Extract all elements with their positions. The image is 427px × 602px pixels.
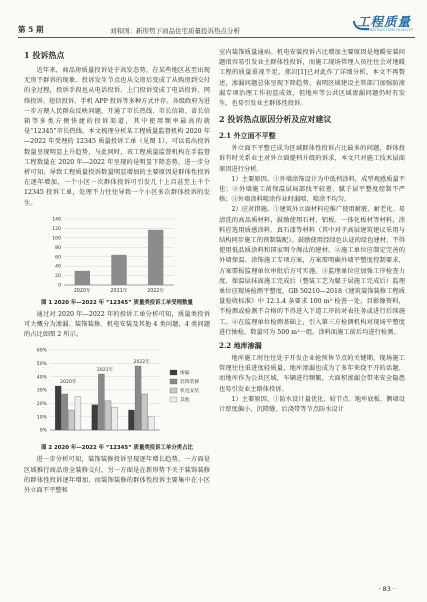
legend-label: 机电安装	[180, 389, 200, 395]
page-number: · 83 ·	[378, 585, 395, 593]
figure-1-caption: 图 1 2020 年—2022 年 “12345” 质量类投诉工单受理数量	[41, 299, 193, 306]
section2-heading: 2 投诉热点原因分析及应对建议	[219, 114, 332, 125]
figure-2-chart	[24, 344, 210, 444]
y-tick-label: 120	[52, 226, 61, 232]
logo-sub-text: CONSTRUCTION QUALITY	[363, 28, 413, 32]
group-label: 2022年	[133, 360, 150, 366]
legend-swatch	[170, 379, 177, 384]
running-title: 刘和国：新形势下商品住宅质量投诉热点分析	[110, 27, 240, 35]
logo-main-text: 工程质量	[357, 14, 412, 29]
figure-1	[24, 213, 210, 307]
figure-2-caption: 图 2 2020 年—2022 年 “12345” 质量类投诉工单分类占比	[41, 445, 193, 452]
legend-swatch	[170, 397, 177, 402]
x-tick-label: 2021年	[110, 288, 128, 294]
legend-label: 渗漏	[180, 371, 190, 377]
paragraph: 1）主要原因。①外墙涂饰设计为中低档涂料，成型观感质量不佳；②外墙施工前保温层局部找平较差、腻子层平整度控制不严格；③外墙涂料喷涂作业时漏喷、喷涂不均匀。	[219, 175, 405, 204]
y-tick-label: 20%	[36, 402, 47, 408]
y-tick-label: 30%	[36, 389, 47, 395]
y-tick-label: 0%	[39, 429, 47, 435]
y-tick-label: 80	[55, 245, 61, 251]
bar	[92, 405, 98, 430]
y-tick-label: 140	[52, 217, 61, 223]
bar	[75, 271, 90, 285]
y-tick-label: 50%	[36, 362, 47, 368]
x-tick-label: 2022年	[147, 288, 165, 294]
paragraph: 近年来，商品房质量投诉处于高发态势，在某些地区甚至出现无房不群诉的现象。投诉发生节点也从交房后变成了从购房到交付的全过程，投诉手段也从电话投诉、上门投诉变成了电话投诉、网络投诉、短信投诉、手机 APP 投诉等多种方式并存。各级政府为进一步方便人民群众反映问题，开通了市长热线、市长信箱、省长信箱等多类方便快捷的投诉渠道，其中使用频率最高的就是“12345”市长热线。本文梳理分析某工程质量监督机构 2020 年—2022 年受理的 12345 质量投诉工单（见图 1），可以看出投诉数量呈现明显上升趋势，与此同时，该工程质量监督机构在手监督工程数量在 2020 年—2022 年呈现的是明显下降态势，进一步分析可知，导致工程质量投诉数量明显增加的主要原因是群体性投诉在逐年增加，一个小区一次群体投诉可引发几十上百甚至上千个 12345 投诉工单，处理不力往往导致一个小区多次群体投诉的发生。	[24, 67, 210, 207]
bar	[62, 394, 68, 430]
bar	[128, 410, 134, 430]
y-tick-label: 20	[55, 274, 61, 280]
y-tick-label: 0	[58, 283, 61, 289]
group-label: 2020年	[60, 380, 77, 386]
journal-logo	[355, 12, 413, 36]
section1-heading: 1 投诉热点	[24, 50, 65, 60]
paragraph: 1）主要原因。①防水设计量优化、较节点、地库底板、侧墙设计厚度偏小、沉降缝、后浇带等节点防水设计	[219, 395, 405, 414]
right-column	[219, 48, 405, 415]
paragraph: 外立面不平整已成为区域群体性投诉占比最多的问题，群体投诉有时关系业主对外立面提档升级的诉求，本文只对施工技术层面原因进行分析。	[219, 145, 405, 173]
bar	[142, 394, 148, 430]
paragraph: 2）应对措施。①建筑外立面材料应推广使用耐脏、耐老化、易清洗的高品质材料，鼓励使用石材、铝板、一体化板材等材料，涂料应选用质感涂料、真石漆等材料（其中对于高层建筑建议采用与结构同步施工的预制装配）。鼓励使用经绿色认证的绿色建材，不得使用低品质涂料和国家明令淘汰的建材。②施工单位应制定完善的外墙保温、涂饰施工专项方案，方案需明确外墙平整度控制要求，方案需报监理单位审批后方可实施。③监理单位应加强工序检查力度，保温层抹面施工完成后（整装工艺为腻子层施工完成后）监理单位应现场检测平整度，GB 50210—2018《建筑装饰装修工程质量验收标准》中 12.1.4 条要求 100 m² 检查一处，目影像资料，不检测或检测不合格的不得进入下道工序的对表任务或进行后续施工。④在监理单位检测基础上，引入第三方检测机构对现场平整度进行抽检，数量可为 500 m²一组，涂料面施工前后均进行检测。	[219, 206, 405, 336]
y-tick-label: 40%	[36, 375, 47, 381]
y-tick-label: 100	[52, 236, 61, 242]
figure-1-chart	[24, 213, 210, 299]
figure-2	[24, 344, 210, 452]
bar	[105, 401, 111, 430]
paragraph: 进一步分析可知，装饰装修投诉呈现逐年增长趋势，一方面是区域推行商品房全装修交付，另一方面是在新形势下关于装饰装修的群体性投诉逐年增加，而装饰装修的群体性投诉主要集中在小区外立面不平整和	[24, 456, 210, 495]
paragraph: 地库施工时往往处于开发企业抢预售节点的关键期，现场施工管理往往重进度轻质量，地库渗漏也成为了多年来绕不开的话题，而地库作为公共区域，车辆进行频繁，大面积渗漏会带来安全隐患也易引发业主群体投诉。	[219, 355, 405, 393]
bar	[135, 366, 141, 430]
bar	[75, 397, 81, 430]
bar	[148, 230, 163, 285]
issue-number: 第 5 期	[18, 25, 44, 34]
legend-label: 装饰装修	[180, 380, 200, 386]
x-tick-label: 2020年	[73, 288, 91, 294]
legend-swatch	[170, 370, 177, 375]
y-tick-label: 10%	[36, 415, 47, 421]
left-column	[24, 48, 210, 496]
bar	[112, 408, 118, 431]
page-header	[18, 14, 415, 38]
group-label: 2021年	[96, 368, 114, 374]
subsection-2-2-heading: 2.2 地库渗漏	[219, 341, 262, 351]
bar	[55, 386, 61, 430]
bar	[148, 417, 154, 430]
subsection-2-1-heading: 2.1 外立面不平整	[219, 131, 276, 141]
y-tick-label: 40	[55, 264, 61, 270]
bar	[98, 374, 104, 430]
paragraph: 通过对 2020 年—2022 年的投诉工单分析可知，质量类投诉可大概分为渗漏、装饰装修、机电安装及其他 4 类问题，4 类问题的占比如图 2 所示。	[24, 310, 210, 339]
bar	[68, 410, 74, 430]
paragraph: 室内装饰质量通病。机电安装投诉占比增加主要原因是地暖安装问题很容易引发业主群体性投诉，而施工现场管理人员往往会对地暖工程的质量重视不足。郑岩[1]已对此作了详细分析，本文不再赘述，渗漏问题总体呈现下降趋势，表明区域建设主管部门加强防渗漏专项治理工作初显成效，但地库等公共区域渗漏问题仍时有发生，也易引发业主群体性投诉。	[219, 49, 405, 108]
bar	[111, 255, 126, 285]
y-tick-label: 60%	[36, 349, 47, 355]
legend-swatch	[170, 388, 177, 393]
legend-label: 其他	[180, 398, 190, 404]
y-tick-label: 60	[55, 255, 61, 261]
